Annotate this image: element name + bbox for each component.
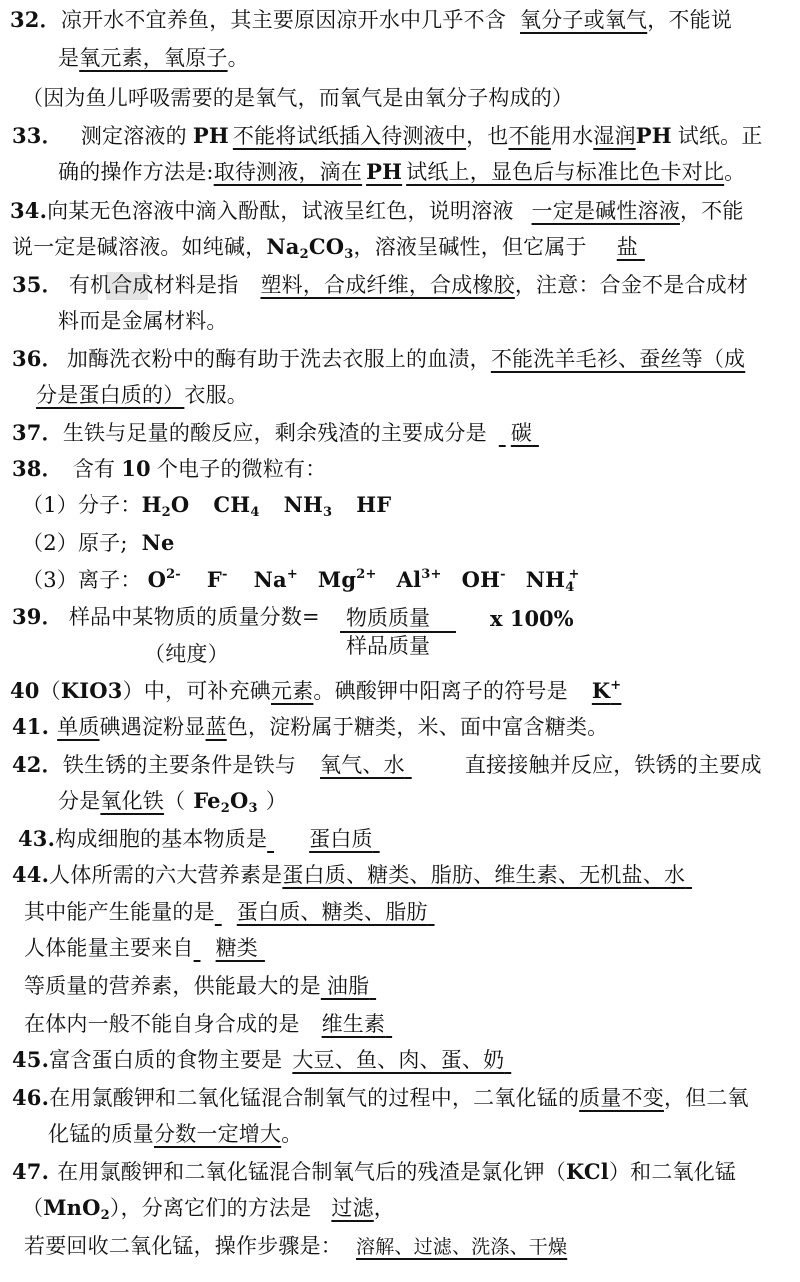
formula-sub: 2 (100, 1208, 110, 1223)
q46-line2 (48, 1120, 302, 1148)
formula: NH (283, 492, 324, 517)
answer: 过滤 (331, 1196, 374, 1220)
answer: 不能将试纸插入待测液中 (232, 124, 467, 148)
fraction-numerator: 物质质量 (346, 606, 430, 630)
q41-line1 (12, 713, 608, 741)
formula-sub: 3 (344, 247, 354, 262)
question-number: 39． (12, 604, 63, 629)
q44-line1 (12, 861, 709, 889)
charge: 2- (166, 567, 181, 582)
answer: 蛋白质、糖类、脂肪、维生素、无机盐、水 (282, 863, 686, 887)
q32-note (22, 84, 573, 112)
ph-label: PH (366, 159, 403, 184)
text: 衣服。 (184, 383, 249, 407)
text: 等质量的营养素，供能最大的是 (24, 974, 321, 998)
text: 在用氯酸钾和二氧化锰混合制氧气的过程中，二氧化锰的 (49, 1086, 580, 1110)
answer: 试纸上，显色后与标准比色卡对比 (406, 160, 725, 184)
formula: KIO3 (60, 678, 123, 703)
text: 。碘酸钾中阳离子的符号是 (313, 679, 568, 703)
text: 人体所需的六大营养素是 (49, 863, 283, 887)
answer: 取待测液，滴在 (213, 160, 363, 184)
q39-line1 (12, 603, 320, 631)
formula: H (141, 492, 162, 517)
formula: CH (213, 492, 251, 517)
answer: 氧气、水 (320, 753, 405, 777)
text: （纯度） (144, 642, 229, 666)
q39-purity (144, 640, 229, 668)
text: 含有 (72, 457, 116, 481)
text: （ (39, 679, 61, 703)
q34-line2 (12, 233, 666, 261)
text: 有机合成材料是指 (68, 273, 239, 297)
q44-line5 (24, 1010, 407, 1038)
text: ，注意：合金不是合成材 (514, 273, 749, 297)
label: （1）分子： (22, 493, 142, 517)
answer: 蛋白质 (309, 827, 373, 851)
answer: 不能洗羊毛衫、蚕丝等（成 (490, 347, 746, 371)
question-number: 44. (12, 862, 50, 887)
q43-line1 (18, 825, 461, 853)
answer: 分是蛋白质的） (36, 383, 185, 407)
q38-atoms (22, 529, 175, 557)
fraction-denominator: 样品质量 (346, 634, 430, 658)
answer: 大豆、鱼、肉、蛋、奶 (292, 1048, 505, 1072)
formula-sub: 2 (161, 505, 171, 520)
ph-label: PH (192, 123, 229, 148)
q36-line1 (12, 345, 745, 373)
formula-sub: 3 (323, 505, 333, 520)
text: 直接接触并反应，铁锈的主要成 (464, 753, 762, 777)
question-number: 47. (12, 1159, 50, 1184)
charge: - (500, 567, 506, 582)
charge: 2+ (356, 567, 377, 582)
q37-line1 (12, 419, 542, 447)
answer: 氧分子或氧气 (520, 8, 648, 32)
question-number: 40 (10, 678, 40, 703)
answer: 蓝 (205, 715, 227, 739)
label: （2）原子; (22, 531, 128, 555)
text: 用水 (550, 124, 594, 148)
text: ，不能 (679, 199, 744, 223)
q46-line1 (12, 1084, 749, 1112)
answer: 碳 (510, 421, 533, 445)
text: 人体能量主要来自 (24, 936, 194, 960)
q38-molecules (22, 491, 391, 519)
text: ，但二氧 (663, 1086, 749, 1110)
answer: 氧元素，氧原子 (79, 46, 228, 70)
question-number: 38． (12, 456, 63, 481)
formula-sub: 4 (565, 580, 575, 595)
q35-line1 (12, 271, 748, 299)
text: 在用氯酸钾和二氧化锰混合制氧气后的残渣是氯化钾（ (57, 1160, 566, 1184)
q36-line2 (36, 381, 248, 409)
q33-line2 (58, 158, 745, 186)
charge: - (222, 567, 228, 582)
q38-ions (22, 566, 580, 594)
question-number: 45. (12, 1047, 50, 1072)
formula: Mg (317, 567, 357, 592)
ph-label: PH (635, 123, 672, 148)
formula: KCl (565, 1159, 609, 1184)
text: ，溶液呈碱性，但它属于 (353, 235, 587, 259)
formula-sub: 3 (248, 801, 258, 816)
q33-line1 (12, 122, 763, 150)
answer: 一定是碱性溶液 (531, 199, 680, 223)
answer: 元素 (271, 679, 314, 703)
text: 确的操作方法是: (58, 160, 214, 184)
text: ， (373, 1196, 395, 1220)
question-number: 37． (12, 420, 63, 445)
count: 10 (121, 456, 151, 481)
answer: 蛋白质、糖类、脂肪 (236, 900, 428, 924)
charge: + (286, 567, 298, 582)
text: 测定溶液的 (80, 124, 187, 148)
formula: Fe (193, 788, 221, 813)
text: 若要回收二氧化锰，操作步骤是： (24, 1234, 342, 1258)
answer: 塑料，合成纤维，合成橡胶 (260, 273, 515, 297)
text: 向某无色溶液中滴入酚酞，试液呈红色，说明溶液 (47, 199, 514, 223)
text: 化锰的质量 (48, 1122, 154, 1146)
text: 其中能产生能量的是 (24, 900, 215, 924)
q47-line3 (24, 1232, 567, 1261)
formula: NH (525, 567, 566, 592)
q47-line2 (22, 1194, 395, 1222)
answer: 油脂 (326, 974, 370, 998)
formula: O (230, 788, 249, 813)
text: ），分离它们的方法是 (109, 1196, 312, 1220)
text: ）和二氧化锰 (608, 1160, 737, 1184)
formula: Ne (141, 530, 175, 555)
question-number: 36． (12, 346, 63, 371)
text: 分是 (58, 789, 101, 813)
text: 碘遇淀粉显 (99, 715, 206, 739)
formula-co: CO (308, 234, 345, 259)
question-number: 34. (10, 198, 48, 223)
q44-line4 (24, 972, 399, 1000)
label: （3）离子： (22, 568, 142, 592)
q34-line1 (10, 197, 744, 225)
text: ）中，可补充碘 (122, 679, 272, 703)
text: 。 (281, 1122, 303, 1146)
text: 凉开水不宜养鱼，其主要原因凉开水中几乎不含 (60, 8, 507, 32)
text: 加酶洗衣粉中的酶有助于洗去衣服上的血渍， (66, 347, 491, 371)
answer: 不能 (508, 124, 551, 148)
text: 料而是金属材料。 (58, 309, 228, 333)
text: 构成细胞的基本物质是 (55, 827, 268, 851)
q45-line1 (12, 1046, 514, 1074)
question-number: 43. (18, 826, 56, 851)
formula: O (147, 567, 167, 592)
q38-line1 (12, 455, 326, 483)
answer: 质量不变 (579, 1086, 664, 1110)
answer: 盐 (616, 235, 638, 259)
text: （ (22, 1196, 44, 1220)
answer: 分数一定增大 (154, 1122, 282, 1146)
text: 。 (227, 46, 249, 70)
text: 说一定是碱溶液。如纯碱， (12, 235, 267, 259)
text: （因为鱼儿呼吸需要的是氧气，而氧气是由氧分子构成的） (22, 86, 574, 110)
charge: + (568, 567, 580, 582)
text: 是 (58, 46, 80, 70)
text: 铁生锈的主要条件是铁与 (62, 753, 297, 777)
question-number: 46. (12, 1085, 50, 1110)
answer: 糖类 (215, 936, 259, 960)
answer: 氧化铁 (100, 789, 165, 813)
charge: + (610, 678, 622, 693)
answer: 维生素 (321, 1012, 386, 1036)
text: 色，淀粉属于糖类，米、面中富含糖类。 (226, 715, 609, 739)
answer-formula: K (591, 678, 611, 703)
text: ） (265, 789, 287, 813)
text: 富含蛋白质的食物主要是 (49, 1048, 283, 1072)
charge: 3+ (421, 567, 442, 582)
q40-line1 (10, 677, 621, 705)
question-number: 35． (12, 272, 63, 297)
formula: OH (461, 567, 501, 592)
formula: O (170, 492, 190, 517)
formula-sub: 2 (299, 247, 309, 262)
fraction-multiplier: x 100% (490, 606, 574, 631)
text: 在体内一般不能自身合成的是 (24, 1012, 300, 1036)
text: 试纸。正 (677, 124, 763, 148)
formula-sub: 4 (250, 505, 260, 520)
q35-line2 (58, 307, 228, 335)
formula: Al (396, 567, 422, 592)
question-number: 41. (12, 714, 50, 739)
answer: 单质 (57, 715, 100, 739)
q42-line2 (58, 787, 287, 815)
q42-line1 (12, 751, 762, 779)
question-number: 33． (12, 123, 63, 148)
q44-line2 (24, 898, 448, 926)
formula: HF (356, 492, 392, 517)
text: 生铁与足量的酸反应，剩余残渣的主要成分是 (62, 421, 487, 445)
answer: 湿润 (593, 124, 636, 148)
q32-line1 (10, 6, 732, 34)
question-number: 42． (12, 752, 63, 777)
formula: F (206, 567, 223, 592)
q44-line3 (24, 934, 280, 962)
answer: 溶解、过滤、洗涤、干燥 (356, 1236, 568, 1258)
q32-line2 (58, 44, 249, 72)
text: 个电子的微粒有： (156, 457, 327, 481)
text: 样品中某物质的质量分数= (68, 605, 320, 629)
text: （ (164, 789, 186, 813)
formula: MnO (43, 1195, 101, 1220)
formula-sub: 2 (220, 801, 230, 816)
formula: Na (253, 567, 287, 592)
question-number: 32． (10, 7, 61, 32)
formula-na: Na (266, 234, 300, 259)
text: ，不能说 (647, 8, 733, 32)
text: 。 (724, 160, 746, 184)
text: ，也 (466, 124, 509, 148)
q47-line1 (12, 1158, 736, 1186)
